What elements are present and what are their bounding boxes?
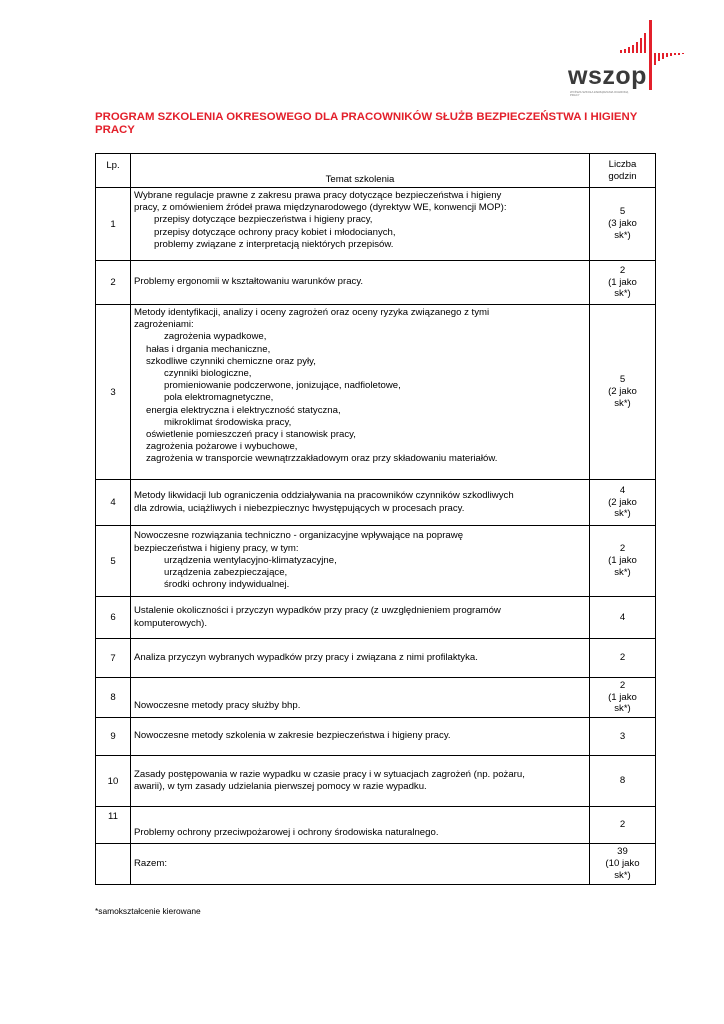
row-lp: 7 [96, 639, 131, 678]
total-label: Razem: [131, 844, 590, 885]
row-hours: 2 (1 jako sk*) [590, 526, 656, 597]
row-topic: Ustalenie okoliczności i przyczyn wypadków przy pracy (z uwzględnieniem programów komputerowych). [131, 597, 590, 639]
wszop-logo [556, 16, 696, 97]
row-topic: Nowoczesne metody szkolenia w zakresie bezpieczeństwa i higieny pracy. [131, 718, 590, 756]
table-row [96, 756, 656, 807]
row-hours: 2 [590, 639, 656, 678]
row-hours: 2 (1 jako sk*) [590, 678, 656, 718]
table-header-row [96, 154, 656, 188]
table-row [96, 305, 656, 480]
header-lp: Lp. [96, 154, 131, 188]
document-title: PROGRAM SZKOLENIA OKRESOWEGO DLA PRACOWNIKÓW SŁUŻB BEZPIECZEŃSTWA I HIGIENY PRACY [95, 111, 638, 136]
row-lp: 11 [96, 807, 131, 844]
row-lp: 8 [96, 678, 131, 718]
table-row [96, 597, 656, 639]
row-hours: 2 [590, 807, 656, 844]
footnote: *samokształcenie kierowane [95, 906, 201, 916]
row-lp: 5 [96, 526, 131, 597]
row-lp: 9 [96, 718, 131, 756]
row-lp: 6 [96, 597, 131, 639]
table-row [96, 639, 656, 678]
row-topic: Analiza przyczyn wybranych wypadków przy pracy i związana z nimi profilaktyka. [131, 639, 590, 678]
table-row [96, 718, 656, 756]
row-topic: Wybrane regulacje prawne z zakresu prawa pracy dotyczące bezpieczeństwa i higieny pracy, z omówieniem źródeł prawa międzynarodowego (dyrektyw WE, konwencji MOP): przepisy dotyczące bezpieczeństwa i higieny pracy, przepisy dotyczące ochrony pracy kobiet i młodocianych, problemy związane z interpretacją niektórych przepisów. [131, 188, 590, 261]
row-hours: 4 [590, 597, 656, 639]
logo-subtitle: WYŻSZA SZKOŁA ZARZĄDZANIA OCHRONĄ PRACY [570, 90, 629, 97]
total-lp [96, 844, 131, 885]
table-row [96, 807, 656, 844]
row-topic: Metody identyfikacji, analizy i oceny zagrożeń oraz oceny ryzyka związanego z tymi zagrożeniami: zagrożenia wypadkowe, hałas i drgania mechaniczne, szkodliwe czynniki chemiczne oraz pyły, czynniki biologiczne, promieniowanie podczerwone, jonizujące, nadfioletowe, pola elektromagnetyczne, energia elektryczna i elektryczność statyczna, mikroklimat środowiska pracy, oświetlenie pomieszczeń pracy i stanowisk pracy, zagrożenia pożarowe i wybuchowe, zagrożenia w transporcie wewnątrzzakładowym oraz przy składowaniu materiałów. [131, 305, 590, 480]
row-hours: 2 (1 jako sk*) [590, 261, 656, 305]
row-topic: Problemy ochrony przeciwpożarowej i ochrony środowiska naturalnego. [131, 807, 590, 844]
row-hours: 5 (3 jako sk*) [590, 188, 656, 261]
table-row [96, 678, 656, 718]
row-hours: 5 (2 jako sk*) [590, 305, 656, 480]
total-hours: 39 (10 jako sk*) [590, 844, 656, 885]
row-topic: Nowoczesne rozwiązania techniczno - organizacyjne wpływające na poprawę bezpieczeństwa i higieny pracy, w tym: urządzenia wentylacyjno-klimatyzacyjne, urządzenia zabezpieczające, środki ochrony indywidualnej. [131, 526, 590, 597]
row-hours: 4 (2 jako sk*) [590, 480, 656, 526]
table-row [96, 526, 656, 597]
row-topic: Zasady postępowania w razie wypadku w czasie pracy i w sytuacjach zagrożeń (np. pożaru, awarii), w tym zasady udzielania pierwszej pomocy w razie wypadku. [131, 756, 590, 807]
row-topic: Nowoczesne metody pracy służby bhp. [131, 678, 590, 718]
row-lp: 1 [96, 188, 131, 261]
table-row [96, 188, 656, 261]
table-total-row [96, 844, 656, 885]
row-lp: 10 [96, 756, 131, 807]
logo-wordmark: wszop [568, 62, 647, 90]
row-lp: 4 [96, 480, 131, 526]
header-hours: Liczba godzin [590, 154, 656, 188]
training-program-table [95, 153, 656, 885]
row-topic: Metody likwidacji lub ograniczenia oddziaływania na pracowników czynników szkodliwych dla zdrowia, uciążliwych i niebezpiecznyc hwystępujących w procesach pracy. [131, 480, 590, 526]
row-lp: 3 [96, 305, 131, 480]
row-hours: 3 [590, 718, 656, 756]
row-topic: Problemy ergonomii w kształtowaniu warunków pracy. [131, 261, 590, 305]
table-row [96, 261, 656, 305]
row-lp: 2 [96, 261, 131, 305]
header-topic: Temat szkolenia [131, 154, 590, 188]
table-row [96, 480, 656, 526]
row-hours: 8 [590, 756, 656, 807]
